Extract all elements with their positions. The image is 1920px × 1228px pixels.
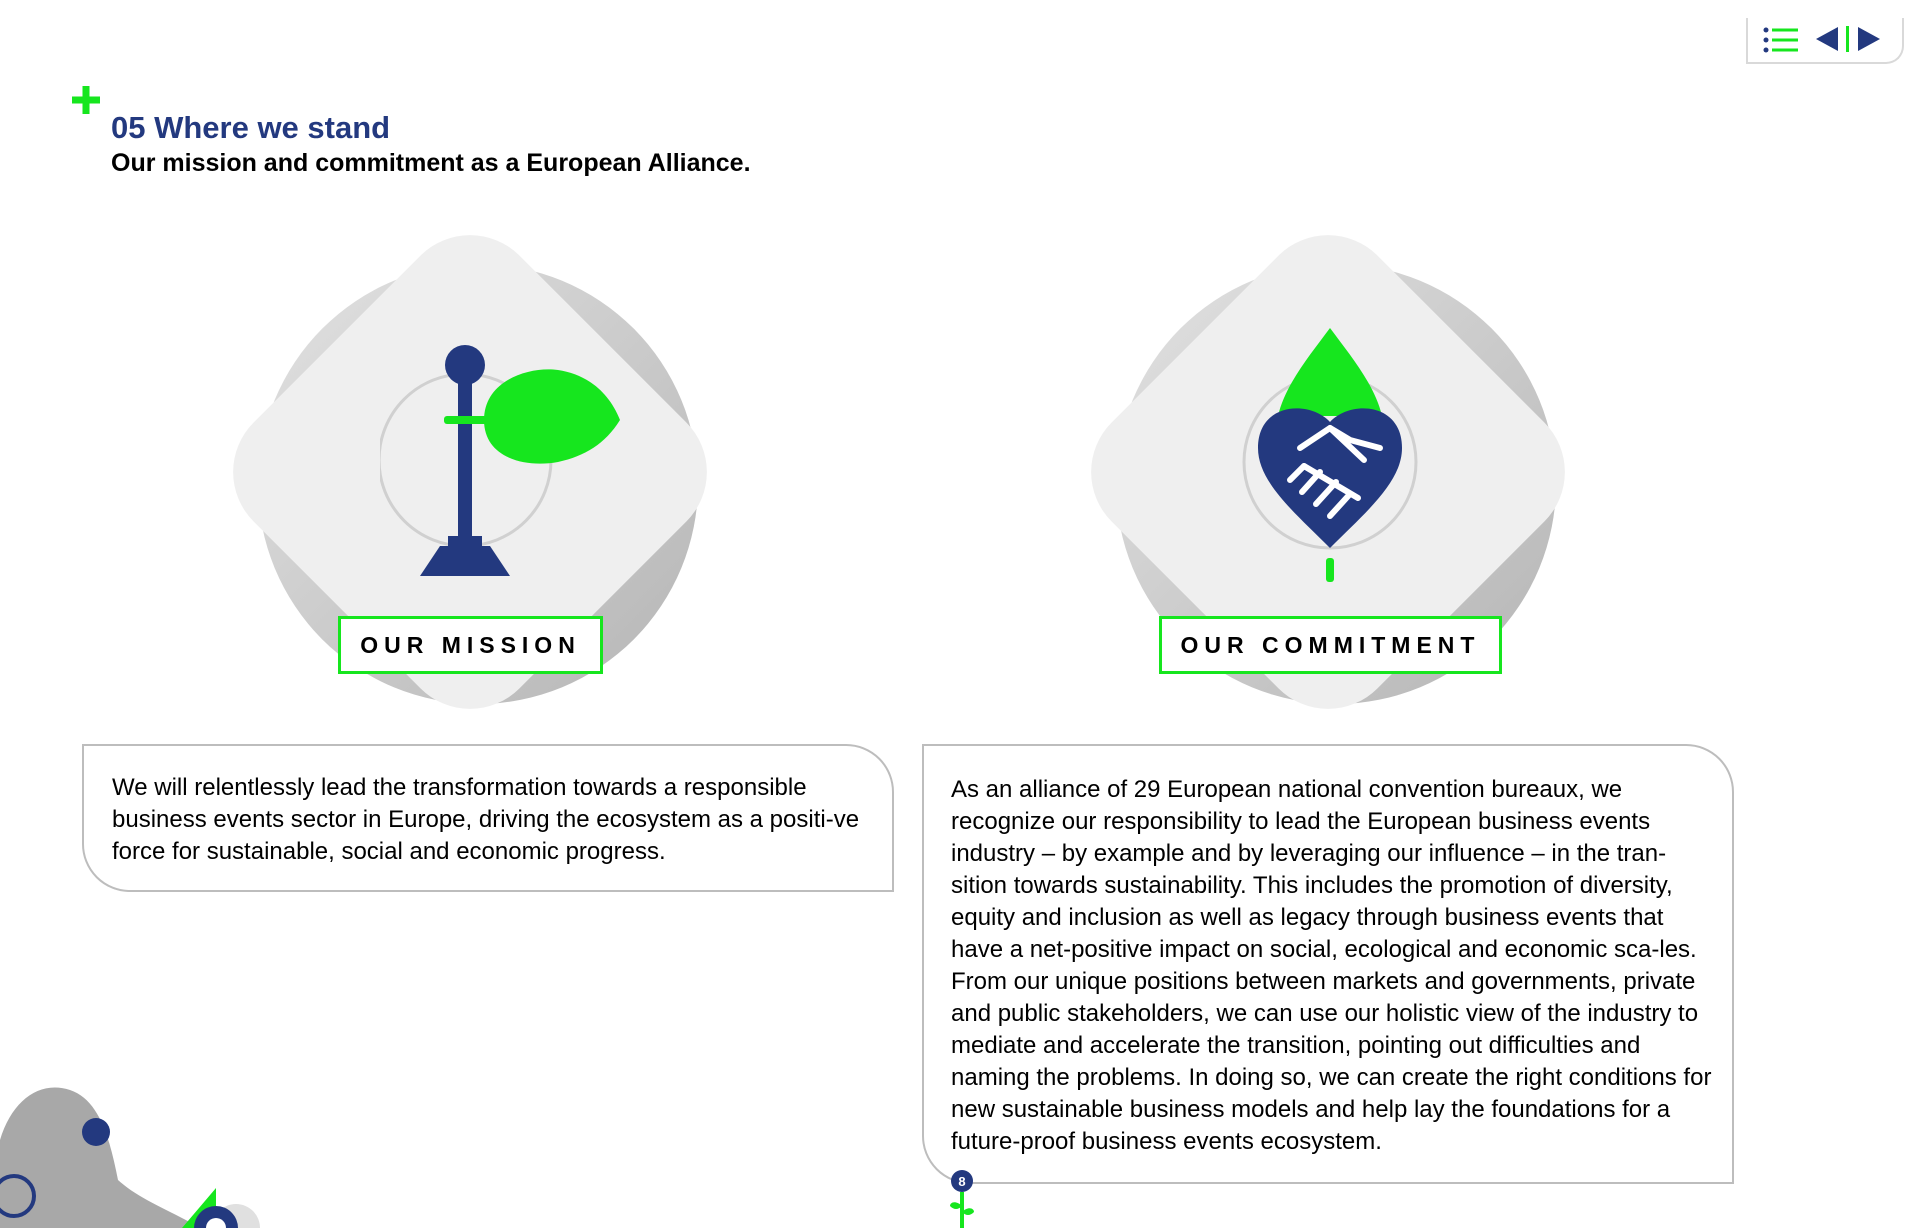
page-navigation [1746, 18, 1904, 64]
mission-text: We will relentlessly lead the transformation towards a responsible business events sector in Europe, driving the ecosystem as a positi-ve force for sustainable, social and economic progress. [112, 774, 860, 865]
commitment-label: OUR COMMITMENT [1159, 616, 1502, 674]
decorative-plant-illustration [0, 1080, 280, 1228]
section-title: 05 Where we stand [111, 110, 391, 145]
commitment-text-box [922, 744, 1734, 1184]
next-icon[interactable] [1854, 24, 1884, 54]
section-subtitle: Our mission and commitment as a European Alliance. [111, 149, 751, 177]
page-number: 8 [951, 1170, 973, 1192]
handshake-heart-leaf-icon [1230, 320, 1430, 590]
page-number-stem-icon [950, 1192, 974, 1228]
commitment-text: As an alliance of 29 European national convention bureaux, we recognize our responsibility to lead the European business events industry – by example and by leveraging our influence – in the tran-sition towards sustainability. This includes the promotion of diversity, equity and inclusion as well as legacy through business events that have a net-positive impact on social, ecological and economic sca-les. From our unique positions between markets and governments, private and public stakeholders, we can use our holistic view of the industry to mediate and accelerate the transition, pointing out difficulties and naming the problems. In doing so, we can create the right conditions for new sustainable business models and help lay the foundations for a future-proof business events ecosystem. [951, 776, 1712, 1155]
plus-icon [72, 86, 100, 114]
previous-icon[interactable] [1812, 24, 1842, 54]
list-icon[interactable] [1762, 26, 1802, 54]
nav-divider [1845, 26, 1851, 54]
mission-text-box [82, 744, 894, 892]
mission-label: OUR MISSION [338, 616, 603, 674]
plant-sign-icon [380, 340, 640, 580]
